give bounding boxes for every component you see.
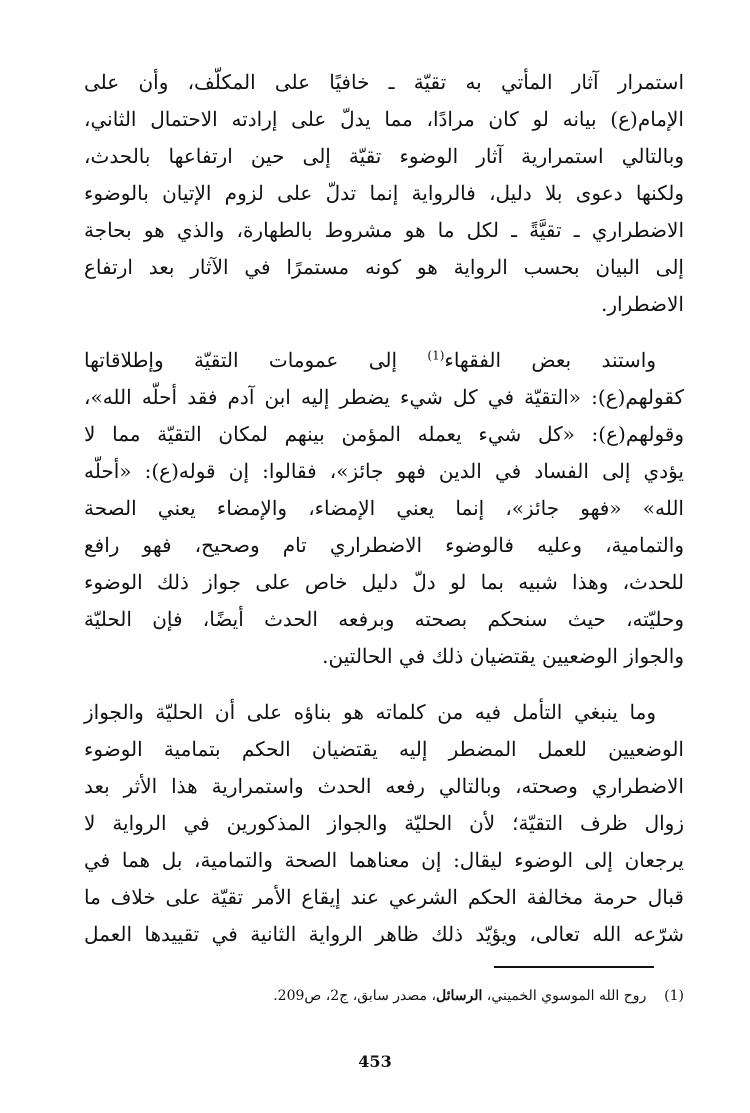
text-line: الله» «فهو جائز»، إنما يعني الإمضاء، والإمضاء يعني الصحة [84, 496, 684, 520]
text-line: وبالتالي استمرارية آثار الوضوء تقيّة إلى حين ارتفاعها بالحدث، [84, 144, 684, 168]
paragraph-2 [84, 342, 684, 675]
paragraph-1 [84, 64, 684, 323]
text-line: الوضعيين للعمل المضطر إليه يقتضيان الحكم بتمامية الوضوء [84, 737, 684, 761]
text-line: قبال حرمة مخالفة الحكم الشرعي عند إيقاع الأمر تقيّة على خلاف ما [84, 885, 684, 909]
text-line: استمرار آثار المأتي به تقيّة ـ خافيًا على المكلّف، وأن على [84, 70, 684, 94]
footnote-book-title: الرسائل [435, 988, 483, 1004]
text-fragment: إلى عمومات التقيّة وإطلاقاتها [84, 348, 428, 372]
footnote-text: روح الله الموسوي الخميني، [482, 988, 647, 1004]
text-line: يؤدي إلى الفساد في الدين فهو جائز»، فقالوا: إن قوله(ع): «أحلّه [84, 459, 684, 483]
paragraph-3 [84, 694, 684, 953]
text-line: شرّعه الله تعالى، ويؤيّد ذلك ظاهر الرواية الثانية في تقييدها العمل [84, 922, 684, 946]
text-line: زوال ظرف التقيّة؛ لأن الحليّة والجواز المذكورين في الرواية لا [84, 811, 684, 835]
text-line: يرجعان إلى الوضوء ليقال: إن معناهما الصحة والتمامية، بل هما في [84, 848, 684, 872]
text-line: وقولهم(ع): «كل شيء يعمله المؤمن بينهم لمكان التقيّة مما لا [84, 422, 684, 446]
text-line: ولكنها دعوى بلا دليل، فالرواية إنما تدلّ على لزوم الإتيان بالوضوء [84, 181, 684, 205]
page-number: 453 [358, 1052, 392, 1071]
page-body [84, 64, 684, 953]
footnote-text: ، مصدر سابق، ج2، ص209. [273, 988, 436, 1004]
text-line: للحدث، وهذا شبيه بما لو دلّ دليل خاص على جواز ذلك الوضوء [84, 570, 684, 594]
text-line: إلى البيان بحسب الرواية هو كونه مستمرًا في الآثار بعد ارتفاع [84, 255, 684, 279]
text-line: والجواز الوضعيين يقتضيان ذلك في الحالتين. [322, 644, 684, 668]
footnote-separator [494, 966, 654, 968]
text-line: الاضطراري ـ تقيَّةً ـ لكل ما هو مشروط بالطهارة، والذي هو بحاجة [84, 218, 684, 242]
text-line: الاضطراري وصحته، وبالتالي رفعه الحدث واستمرارية هذا الأثر بعد [84, 774, 684, 798]
text-line: والتمامية، وعليه فالوضوء الاضطراري تام وصحيح، فهو رافع [84, 533, 684, 557]
footnote-reference[interactable]: (1) [427, 348, 445, 363]
footnote [84, 984, 684, 1008]
text-line: الاضطرار. [601, 292, 684, 316]
text-line [84, 342, 684, 379]
text-line: الإمام(ع) بيانه لو كان مرادًا، مما يدلّ على إرادته الاحتمال الثاني، [84, 107, 684, 131]
footnote-marker: (1) [664, 988, 684, 1004]
text-line: وحليّته، حيث سنحكم بصحته وبرفعه الحدث أيضًا، فإن الحليّة [84, 607, 684, 631]
text-line: وما ينبغي التأمل فيه من كلماته هو بناؤه على أن الحليّة والجواز [84, 700, 656, 724]
text-fragment: واستند بعض الفقهاء [444, 348, 657, 372]
text-line: كقولهم(ع): «التقيّة في كل شيء يضطر إليه ابن آدم فقد أحلّه الله»، [84, 385, 684, 409]
